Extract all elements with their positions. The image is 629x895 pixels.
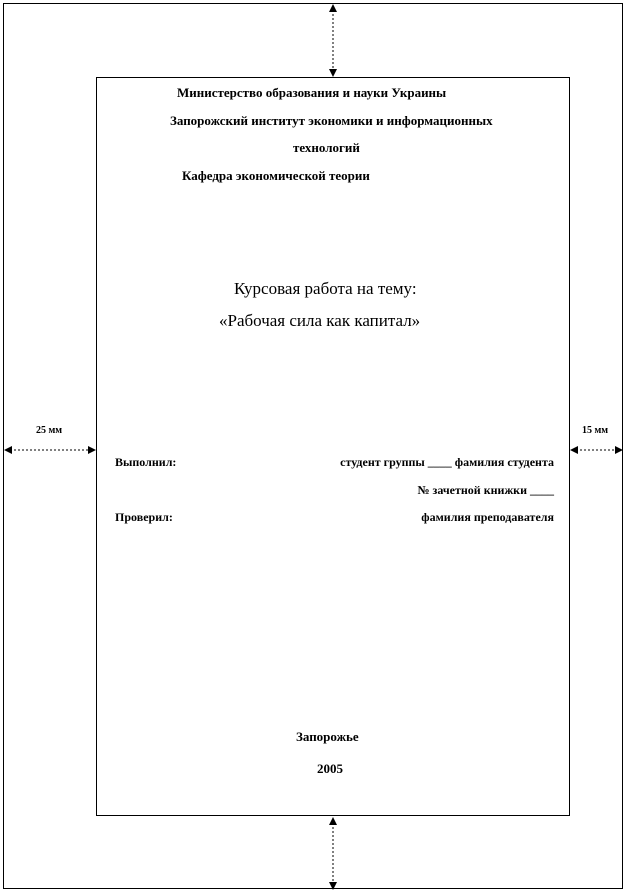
bottom-margin-arrow	[326, 817, 340, 890]
city-line: Запорожье	[296, 729, 359, 744]
title-line-1: Курсовая работа на тему:	[234, 279, 417, 298]
performed-label: Выполнил:	[115, 455, 177, 469]
top-margin-arrow	[326, 4, 340, 77]
left-margin-label: 25 мм	[36, 425, 63, 436]
title-line-2: «Рабочая сила как капитал»	[219, 311, 421, 330]
department-line: Кафедра экономической теории	[182, 168, 370, 183]
right-margin-label: 15 мм	[582, 425, 609, 436]
title-page	[96, 77, 570, 816]
record-book-text: № зачетной книжки ____	[417, 483, 554, 497]
right-margin-arrow	[570, 443, 623, 457]
ministry-line: Министерство образования и науки Украины	[177, 85, 447, 100]
checked-label: Проверил:	[115, 510, 173, 524]
year-line: 2005	[317, 761, 343, 776]
left-margin-arrow	[4, 443, 96, 457]
institute-line-2: технологий	[293, 140, 360, 155]
institute-line-1: Запорожский институт экономики и информационных	[170, 113, 493, 128]
teacher-text: фамилия преподавателя	[421, 510, 554, 524]
student-text: студент группы ____ фамилия студента	[340, 455, 554, 469]
